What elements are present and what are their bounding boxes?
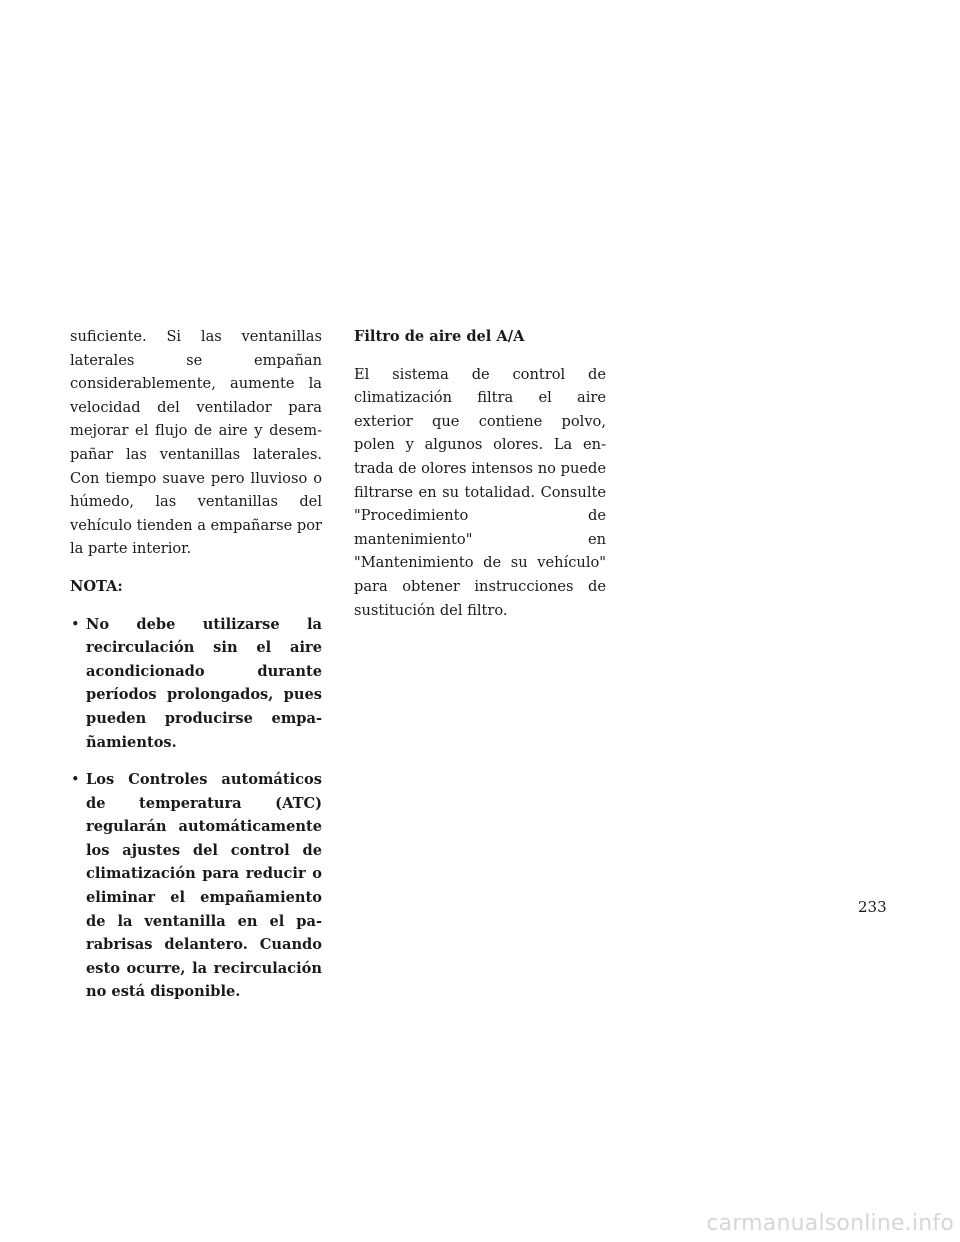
note-text: Los Controles automáticos de temperatura (ATC) regularán automáticamente los ajustes del control de climatización para reducir o eliminar el empañamiento de la ventanilla en el parabrisas delantero. Cuando esto ocurre, la recirculación no está disponible. <box>86 771 322 1001</box>
body-paragraph: El sistema de control de climatización filtra el aire exterior que contiene polvo, polen y algunos olores. La entrada de olores intensos no puede filtrarse en su totalidad. Consulte "Procedimiento de mantenimiento" en "Mantenimiento de su vehículo" para obtener instrucciones de sustitución del filtro. <box>354 365 606 619</box>
bullet-icon: • <box>71 771 80 789</box>
body-paragraph: suficiente. Si las ventanillas laterales se empañan considerablemente, aumente la velocidad del ventilador para mejorar el flujo de aire y desempañar las ventanillas laterales. Con tiempo suave pero lluvioso o húmedo, las ventanillas del vehículo tienden a empañarse por la parte interior. <box>70 328 322 558</box>
bullet-icon: • <box>71 615 80 633</box>
list-item <box>70 613 322 755</box>
note-text: No debe utilizarse la recirculación sin el aire acondicionado durante períodos prolongados, pues pueden producirse empañamientos. <box>86 615 322 751</box>
right-column <box>354 325 606 636</box>
left-column <box>70 325 322 1018</box>
note-list <box>70 613 322 1005</box>
watermark: carmanualsonline.info <box>706 1211 954 1236</box>
list-item <box>70 768 322 1004</box>
note-label: NOTA: <box>70 577 123 595</box>
page-number: 233 <box>858 898 887 916</box>
section-heading: Filtro de aire del A/A <box>354 328 525 345</box>
